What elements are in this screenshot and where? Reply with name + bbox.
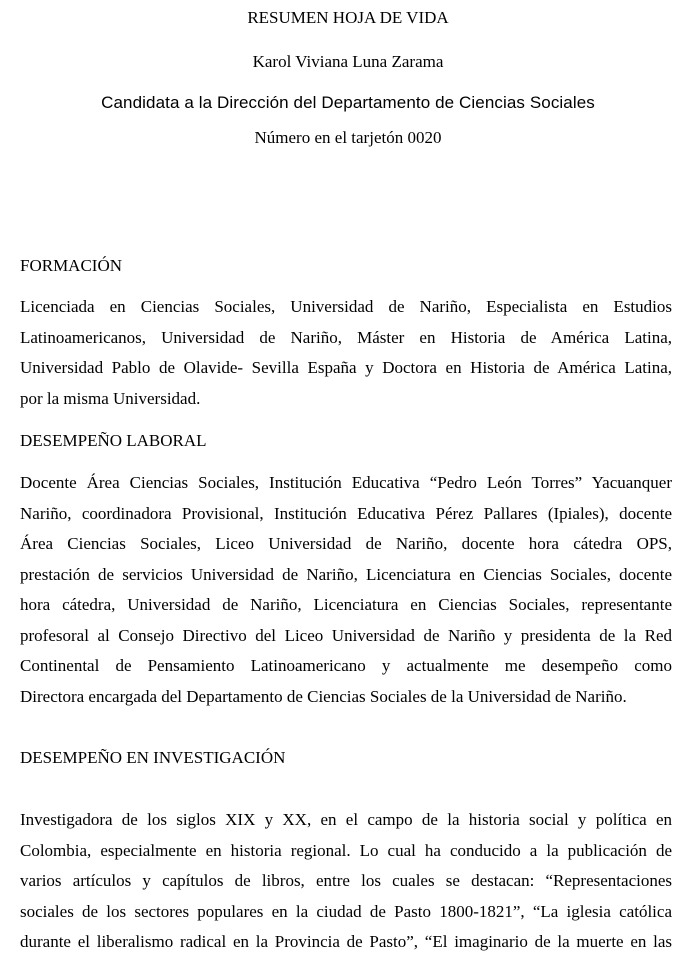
paragraph-line: Licenciada en Ciencias Sociales, Universidad de Nariño, Especialista en Estudios	[20, 297, 672, 316]
ballot-number: Número en el tarjetón 0020	[254, 128, 442, 147]
section-body-desempeno-laboral	[20, 473, 672, 717]
candidate-name: Karol Viviana Luna Zarama	[252, 52, 444, 71]
paragraph-line: sociales de los sectores populares en la ciudad de Pasto 1800-1821”, “La iglesia católica	[20, 901, 672, 921]
paragraph-line: Universidad Pablo de Olavide- Sevilla España y Doctora en Historia de América Latina,	[20, 358, 672, 377]
paragraph-line: hora cátedra, Universidad de Nariño, Licenciatura en Ciencias Sociales, representante	[20, 595, 672, 614]
paragraph-line: Directora encargada del Departamento de Ciencias Sociales de la Universidad de Nariño.	[20, 686, 627, 706]
paragraph-line: prestación de servicios Universidad de Nariño, Licenciatura en Ciencias Sociales, docente	[20, 564, 672, 584]
section-heading-desempeno-laboral: DESEMPEÑO LABORAL	[20, 431, 207, 450]
paragraph-line: Docente Área Ciencias Sociales, Institución Educativa “Pedro León Torres” Yacuanquer	[20, 473, 672, 492]
paragraph-line: Continental de Pensamiento Latinoamericano y actualmente me desempeño como	[20, 656, 672, 675]
paragraph-line: varios artículos y capítulos de libros, entre los cuales se destacan: “Representaciones	[20, 871, 672, 890]
paragraph-line: por la misma Universidad.	[20, 388, 201, 408]
section-heading-desempeno-investigacion: DESEMPEÑO EN INVESTIGACIÓN	[20, 748, 286, 767]
paragraph-line: profesoral al Consejo Directivo del Liceo Universidad de Nariño y presidenta de la Red	[20, 625, 672, 645]
paragraph-line: Colombia, especialmente en historia regional. Lo cual ha conducido a la publicación de	[20, 840, 672, 860]
paragraph-line: Nariño, coordinadora Provisional, Institución Educativa Pérez Pallares (Ipiales), docente	[20, 503, 672, 523]
candidacy-line: Candidata a la Dirección del Departamento de Ciencias Sociales	[101, 93, 595, 112]
section-body-formacion	[20, 297, 672, 419]
document-title: RESUMEN HOJA DE VIDA	[247, 8, 449, 27]
paragraph-line: durante el liberalismo radical en la Provincia de Pasto”, “El imaginario de la muerte en las	[20, 932, 672, 951]
section-body-desempeno-investigacion	[20, 810, 672, 956]
paragraph-line: Área Ciencias Sociales, Liceo Universidad de Nariño, docente hora cátedra OPS,	[20, 534, 672, 553]
section-heading-formacion: FORMACIÓN	[20, 256, 123, 275]
paragraph-line: Investigadora de los siglos XIX y XX, en el campo de la historia social y política en	[20, 810, 672, 829]
paragraph-line: Latinoamericanos, Universidad de Nariño, Máster en Historia de América Latina,	[20, 327, 672, 347]
